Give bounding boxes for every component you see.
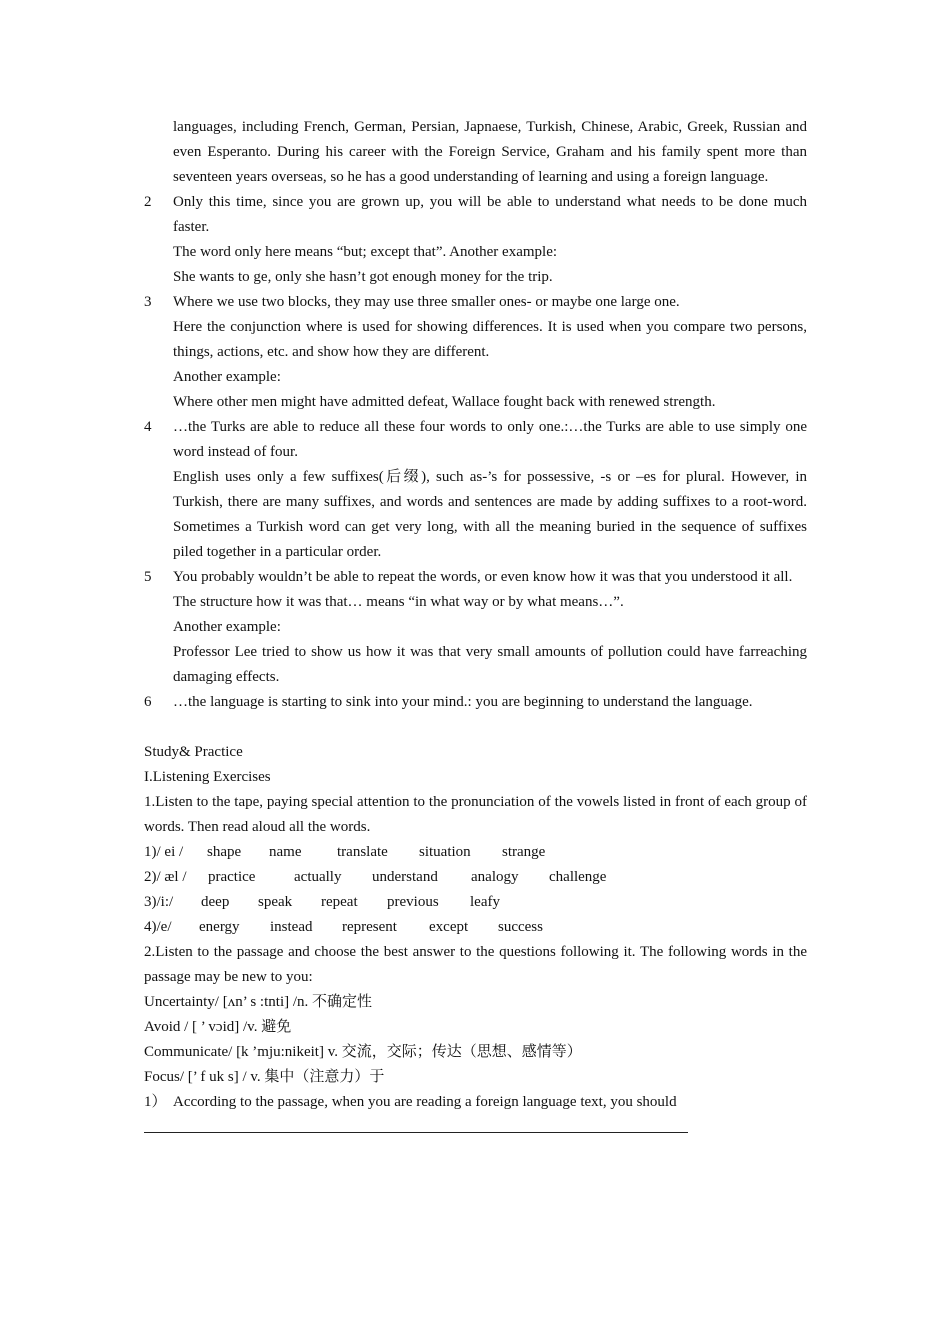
vocab-entry: Focus/ [’ f uk s] / v. 集中（注意力）于 — [144, 1069, 385, 1085]
vowel-word: energy — [199, 919, 240, 935]
vowel-word: instead — [270, 919, 313, 935]
exercise-1-instructions: 1.Listen to the tape, paying special attention to the pronunciation of the vowels listed in front of each group of words. Then read aloud all the words. — [144, 794, 807, 835]
note-text: …the language is starting to sink into your mind.: you are beginning to understand the language. — [173, 694, 753, 710]
note-text: Where other men might have admitted defeat, Wallace fought back with renewed strength. — [173, 394, 716, 410]
vowel-row-3 — [144, 890, 807, 915]
spacer — [144, 715, 807, 740]
question-number: 1） — [144, 1094, 167, 1110]
vowel-row-1 — [144, 840, 807, 865]
study-heading: Study& Practice — [144, 744, 243, 760]
note-number: 3 — [144, 294, 152, 310]
note-text: The word only here means “but; except that”. Another example: — [173, 244, 558, 260]
vocab-entry: Communicate/ [k ’mju:nikeit] v. 交流，交际；传达（思想、感情等） — [144, 1044, 582, 1060]
vowel-word: translate — [337, 844, 388, 860]
vowel-word: leafy — [470, 894, 500, 910]
note-text: …the Turks are able to reduce all these four words to only one.:…the Turks are able to use simply one word instead of four. — [173, 419, 807, 460]
vocab-entry: Uncertainty/ [ʌn’ s :tnti] /n. 不确定性 — [144, 994, 373, 1010]
note-text: She wants to ge, only she hasn’t got enough money for the trip. — [173, 269, 553, 285]
vowel-word: repeat — [321, 894, 358, 910]
vowel-word: except — [429, 919, 469, 935]
note-item-2 — [144, 190, 807, 290]
note-number: 6 — [144, 694, 152, 710]
vowel-word: actually — [294, 869, 342, 885]
note-item-4 — [144, 415, 807, 565]
vowel-word: name — [269, 844, 302, 860]
vowel-label: 4)/e/ — [144, 919, 172, 935]
exercise-2-instructions: 2.Listen to the passage and choose the best answer to the questions following it. The following words in the passage may be new to you: — [144, 944, 807, 985]
vowel-word: represent — [342, 919, 397, 935]
note-text: Another example: — [173, 619, 281, 635]
vocab-entry: Avoid / [ ’ vɔid] /v. 避免 — [144, 1019, 292, 1035]
vowel-label: 2)/ æl / — [144, 869, 187, 885]
note-text: Another example: — [173, 369, 281, 385]
document-body — [144, 115, 807, 1133]
vowel-word: analogy — [471, 869, 519, 885]
intro-paragraph: languages, including French, German, Persian, Japnaese, Turkish, Chinese, Arabic, Greek, Russian and even Esperanto. During his career with the Foreign Service, Graham and his family spent more than seventeen years overseas, so he has a good understanding of learning and using a foreign language. — [173, 119, 807, 185]
note-text: Professor Lee tried to show us how it was that very small amounts of pollution could have farreaching damaging effects. — [173, 644, 807, 685]
note-text: You probably wouldn’t be able to repeat the words, or even know how it was that you understood it all. — [173, 569, 793, 585]
vowel-row-2 — [144, 865, 807, 890]
vowel-word: understand — [372, 869, 438, 885]
note-text: Only this time, since you are grown up, you will be able to understand what needs to be done much faster. — [173, 194, 807, 235]
vowel-word: previous — [387, 894, 439, 910]
question-text: According to the passage, when you are reading a foreign language text, you should — [173, 1094, 677, 1110]
vowel-word: practice — [208, 869, 256, 885]
vowel-label: 3)/i:/ — [144, 894, 174, 910]
note-text: The structure how it was that… means “in what way or by what means…”. — [173, 594, 624, 610]
note-item-6 — [144, 690, 807, 715]
answer-blank-line[interactable] — [144, 1115, 688, 1133]
note-number: 4 — [144, 419, 152, 435]
note-text: English uses only a few suffixes(后缀), such as-’s for possessive, -s or –es for plural. However, in Turkish, there are many suffixes, and words and sentences are made by adding suffixes to a root-word. Sometimes a Turkish word can get very long, with all the meaning buried in the sequence of suffixes piled together in a particular order. — [173, 469, 807, 560]
section-heading: I.Listening Exercises — [144, 769, 271, 785]
vowel-row-4 — [144, 915, 807, 940]
note-number: 2 — [144, 194, 152, 210]
vowel-label: 1)/ ei / — [144, 844, 184, 860]
vowel-word: speak — [258, 894, 293, 910]
note-item-5 — [144, 565, 807, 690]
note-text: Here the conjunction where is used for showing differences. It is used when you compare two persons, things, actions, etc. and show how they are different. — [173, 319, 807, 360]
vowel-word: shape — [207, 844, 242, 860]
vowel-word: success — [498, 919, 543, 935]
note-text: Where we use two blocks, they may use three smaller ones- or maybe one large one. — [173, 294, 680, 310]
note-item-3 — [144, 290, 807, 415]
vowel-word: strange — [502, 844, 546, 860]
vowel-word: situation — [419, 844, 471, 860]
question-1 — [144, 1090, 807, 1115]
note-number: 5 — [144, 569, 152, 585]
vowel-word: deep — [201, 894, 230, 910]
vowel-word: challenge — [549, 869, 607, 885]
